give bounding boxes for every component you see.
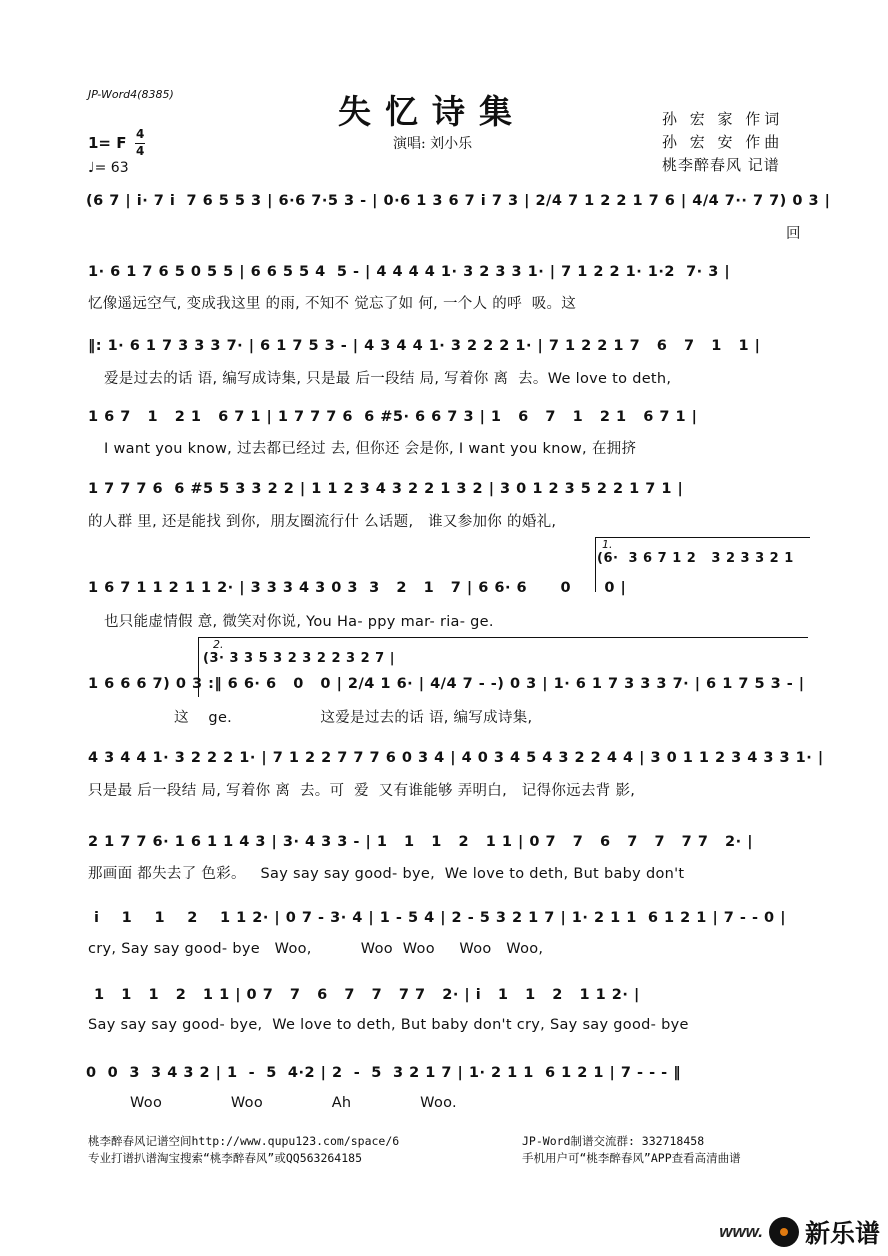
notation-line-10: i 1 1 2 1 1 2· | 0 7 - 3· 4 | 1 - 5 4 | 2 - 5 3 2 1 7 | 1· 2 1 1 6 1 2 1 | 7 - - 0 | xyxy=(94,910,786,926)
volta-1-label: 1. xyxy=(602,538,613,551)
notation-line-8: 4 3 4 4 1· 3 2 2 2 1· | 7 1 2 2 7 7 7 6 0 3 4 | 4 0 3 4 5 4 3 2 2 4 4 | 3 0 1 1 2 3 4 3 3 1· | xyxy=(88,750,824,766)
footer-left-2: 专业打谱扒谱淘宝搜索“桃李醉春风”或QQ563264185 xyxy=(88,1151,363,1165)
notation-line-5: 1 7 7 7 6 6 #5 5 3 3 2 2 | 1 1 2 3 4 3 2 2 1 3 2 | 3 0 1 2 3 5 2 2 1 7 1 | xyxy=(88,481,684,497)
footer-right-1: JP-Word制谱交流群: 332718458 xyxy=(522,1134,705,1148)
logo-www-text: www. xyxy=(719,1222,763,1241)
footer-right-2: 手机用户可“桃李醉春风”APP查看高清曲谱 xyxy=(522,1151,741,1165)
lyrics-line-3: 爱是过去的话 语, 编写成诗集, 只是最 后一段结 局, 写着你 离 去。We love to deth, xyxy=(104,371,672,387)
lyrics-line-12: Woo Woo Ah Woo. xyxy=(130,1095,457,1111)
volta-2-bracket xyxy=(198,637,808,638)
composer-credit: 孙 宏 安 作曲 xyxy=(662,133,784,151)
notation-line-6: 1 6 7 1 1 2 1 1 2· | 3 3 3 4 3 0 3 3 2 1 7 | 6 6· 6 0 0 | xyxy=(88,580,627,596)
notation-line-12: 0 0 3 3 4 3 2 | 1 - 5 4·2 | 2 - 5 3 2 1 7 | 1· 2 1 1 6 1 2 1 | 7 - - - ‖ xyxy=(86,1065,681,1081)
notation-line-1: (6 7 | i· 7 i 7 6 5 5 3 | 6·6 7·5 3 - | 0·6 1 3 6 7 i 7 3 | 2/4 7 1 2 2 1 7 6 | 4/4 7·· 7 7) 0 3 | xyxy=(86,193,831,209)
volta-1-bracket xyxy=(595,537,810,538)
lyrics-line-8: 只是最 后一段结 局, 写着你 离 去。可 爱 又有谁能够 弄明白, 记得你远去背 影, xyxy=(88,783,636,799)
lyrics-line-5: 的人群 里, 还是能找 到你, 朋友圈流行什 么话题, 谁又参加你 的婚礼, xyxy=(88,514,557,530)
notation-line-4: 1 6 7 1 2 1 6 7 1 | 1 7 7 7 6 6 #5· 6 6 7 3 | 1 6 7 1 2 1 6 7 1 | xyxy=(88,409,698,425)
notation-line-11: 1 1 1 2 1 1 | 0 7 7 6 7 7 7 7 2· | i 1 1 2 1 1 2· | xyxy=(94,987,640,1003)
site-logo xyxy=(719,1214,880,1250)
time-signature-bottom: 4 xyxy=(136,144,145,158)
lyrics-line-9: 那画面 都失去了 色彩。 Say say say good- bye, We love to deth, But baby don't xyxy=(88,866,685,882)
volta-1-notes: (6· 3 6 7 1 2 3 2 3 3 2 1 xyxy=(597,551,794,566)
key-signature: 1= F xyxy=(88,134,127,152)
record-disc-icon xyxy=(769,1217,799,1247)
lyrics-line-1: 回 xyxy=(786,226,801,242)
software-tag: JP-Word4(8385) xyxy=(88,88,174,101)
volta-2-label: 2. xyxy=(213,638,224,651)
lyrics-line-10: cry, Say say good- bye Woo, Woo Woo Woo Woo, xyxy=(88,941,544,957)
notation-line-7: 1 6 6 6 7) 0 3 :‖ 6 6· 6 0 0 | 2/4 1 6· | 4/4 7 - -) 0 3 | 1· 6 1 7 3 3 3 7· | 6 1 7 5 3 - | xyxy=(88,676,805,692)
lyricist-credit: 孙 宏 家 作词 xyxy=(662,110,784,128)
footer-left-1: 桃李醉春风记谱空间http://www.qupu123.com/space/6 xyxy=(88,1134,400,1148)
notation-line-3: ‖: 1· 6 1 7 3 3 3 7· | 6 1 7 5 3 - | 4 3 4 4 1· 3 2 2 2 1· | 7 1 2 2 1 7 6 7 1 1 | xyxy=(88,338,761,354)
lyrics-line-4: I want you know, 过去都已经过 去, 但你还 会是你, I want you know, 在拥挤 xyxy=(104,441,637,457)
logo-brand-text: 新乐谱 xyxy=(804,1219,880,1248)
lyrics-line-6: 也只能虚情假 意, 微笑对你说, You Ha- ppy mar- ria- ge. xyxy=(104,614,494,630)
lyrics-line-2: 忆像遥远空气, 变成我这里 的雨, 不知不 觉忘了如 何, 一个人 的呼 吸。这 xyxy=(88,296,577,312)
notation-line-9: 2 1 7 7 6· 1 6 1 1 4 3 | 3· 4 3 3 - | 1 1 1 2 1 1 | 0 7 7 6 7 7 7 7 2· | xyxy=(88,834,753,850)
singer-credit: 演唱: 刘小乐 xyxy=(393,136,473,152)
transcriber-credit: 桃李醉春风 记谱 xyxy=(662,156,780,174)
volta-2-notes: (3· 3 3 5 3 2 3 2 2 3 2 7 | xyxy=(203,651,395,666)
time-signature-top: 4 xyxy=(136,127,145,141)
lyrics-line-7: 这 ge. 这爱是过去的话 语, 编写成诗集, xyxy=(174,710,533,726)
notation-line-2: 1· 6 1 7 6 5 0 5 5 | 6 6 5 5 4 5 - | 4 4 4 4 1· 3 2 3 3 1· | 7 1 2 2 1· 1·2 7· 3 | xyxy=(88,264,731,280)
lyrics-line-11: Say say say good- bye, We love to deth, But baby don't cry, Say say good- bye xyxy=(88,1017,689,1033)
song-title: 失忆诗集 xyxy=(338,92,526,131)
tempo-marking: ♩= 63 xyxy=(88,160,129,176)
